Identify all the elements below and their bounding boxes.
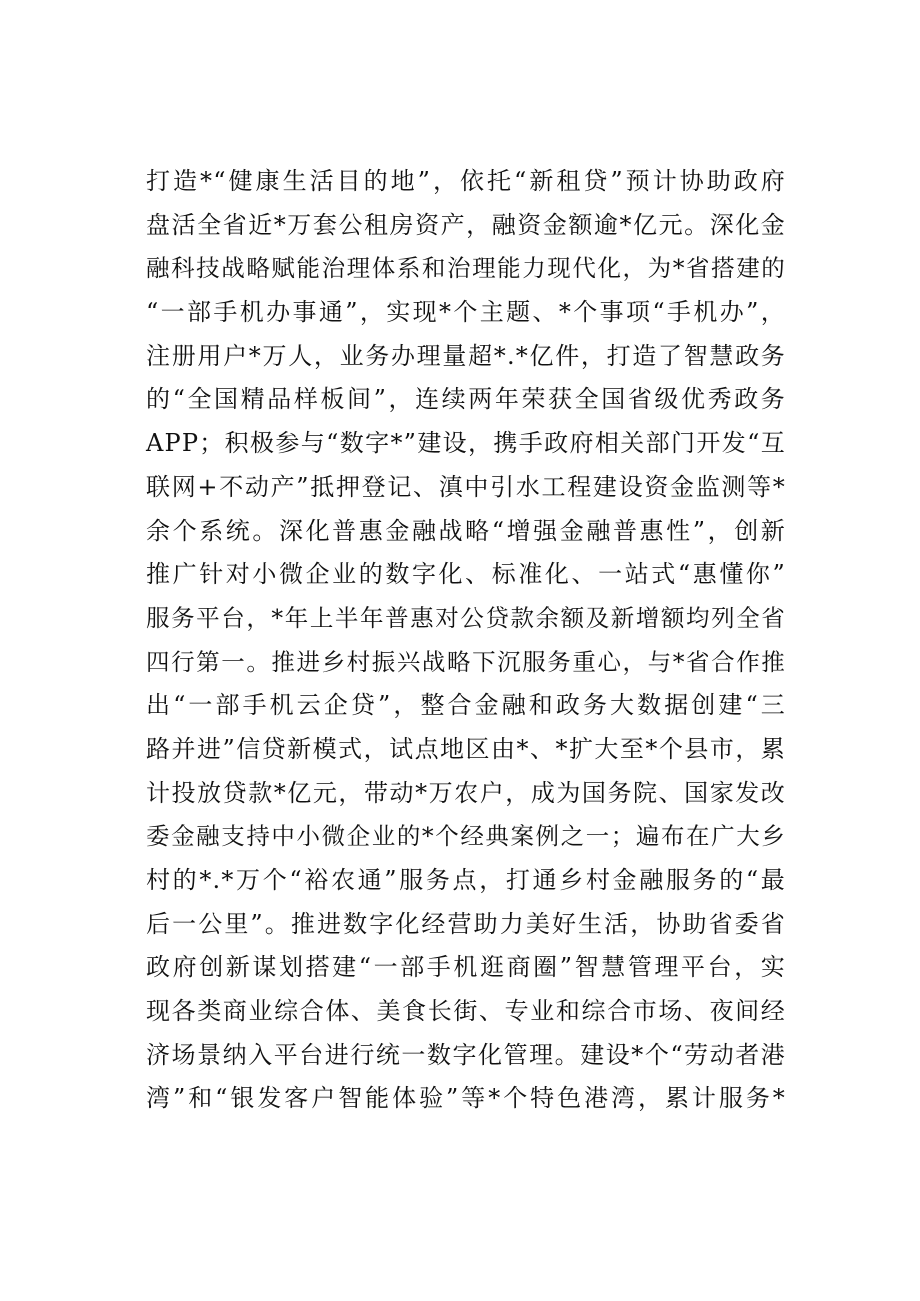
text-line-18: 后一公里”。推进数字化经营助力美好生活，协助省委省 <box>146 909 786 938</box>
text-line-7: APP；积极参与“数字*”建设，携手政府相关部门开发“互 <box>146 429 786 458</box>
text-line-11: 服务平台，*年上半年普惠对公贷款余额及新增额均列全省 <box>146 603 786 632</box>
text-line-19: 政府创新谋划搭建“一部手机逛商圈”智慧管理平台，实 <box>146 953 786 982</box>
text-line-12: 四行第一。推进乡村振兴战略下沉服务重心，与*省合作推 <box>146 647 786 676</box>
text-line-16: 委金融支持中小微企业的*个经典案例之一；遍布在广大乡 <box>146 822 786 851</box>
text-line-9: 余个系统。深化普惠金融战略“增强金融普惠性”，创新 <box>146 516 786 545</box>
text-line-17: 村的*.*万个“裕农通”服务点，打通乡村金融服务的“最 <box>146 866 786 894</box>
text-line-3: 融科技战略赋能治理体系和治理能力现代化，为*省搭建的 <box>146 254 786 283</box>
body-paragraph <box>146 160 786 1121</box>
text-line-1: 打造*“健康生活目的地”，依托“新租贷”预计协助政府 <box>146 167 786 195</box>
text-line-10: 推广针对小微企业的数字化、标准化、一站式“惠懂你” <box>146 560 786 589</box>
text-line-21: 济场景纳入平台进行统一数字化管理。建设*个“劳动者港 <box>146 1040 786 1069</box>
text-line-22: 湾”和“银发客户智能体验”等*个特色港湾，累计服务* <box>146 1084 786 1113</box>
text-line-2: 盘活全省近*万套公租房资产，融资金额逾*亿元。深化金 <box>146 210 786 239</box>
text-line-4: “一部手机办事通”，实现*个主题、*个事项“手机办”， <box>146 298 786 327</box>
text-line-13: 出“一部手机云企贷”，整合金融和政务大数据创建“三 <box>146 691 786 720</box>
text-line-14: 路并进”信贷新模式，试点地区由*、*扩大至*个县市，累 <box>146 734 786 763</box>
text-line-5: 注册用户*万人，业务办理量超*.*亿件，打造了智慧政务 <box>146 341 786 370</box>
text-line-6: 的“全国精品样板间”，连续两年荣获全国省级优秀政务 <box>146 385 786 414</box>
text-line-8: 联网+不动产”抵押登记、滇中引水工程建设资金监测等* <box>146 472 786 501</box>
text-line-20: 现各类商业综合体、美食长街、专业和综合市场、夜间经 <box>146 997 786 1026</box>
text-line-15: 计投放贷款*亿元，带动*万农户，成为国务院、国家发改 <box>146 778 786 807</box>
